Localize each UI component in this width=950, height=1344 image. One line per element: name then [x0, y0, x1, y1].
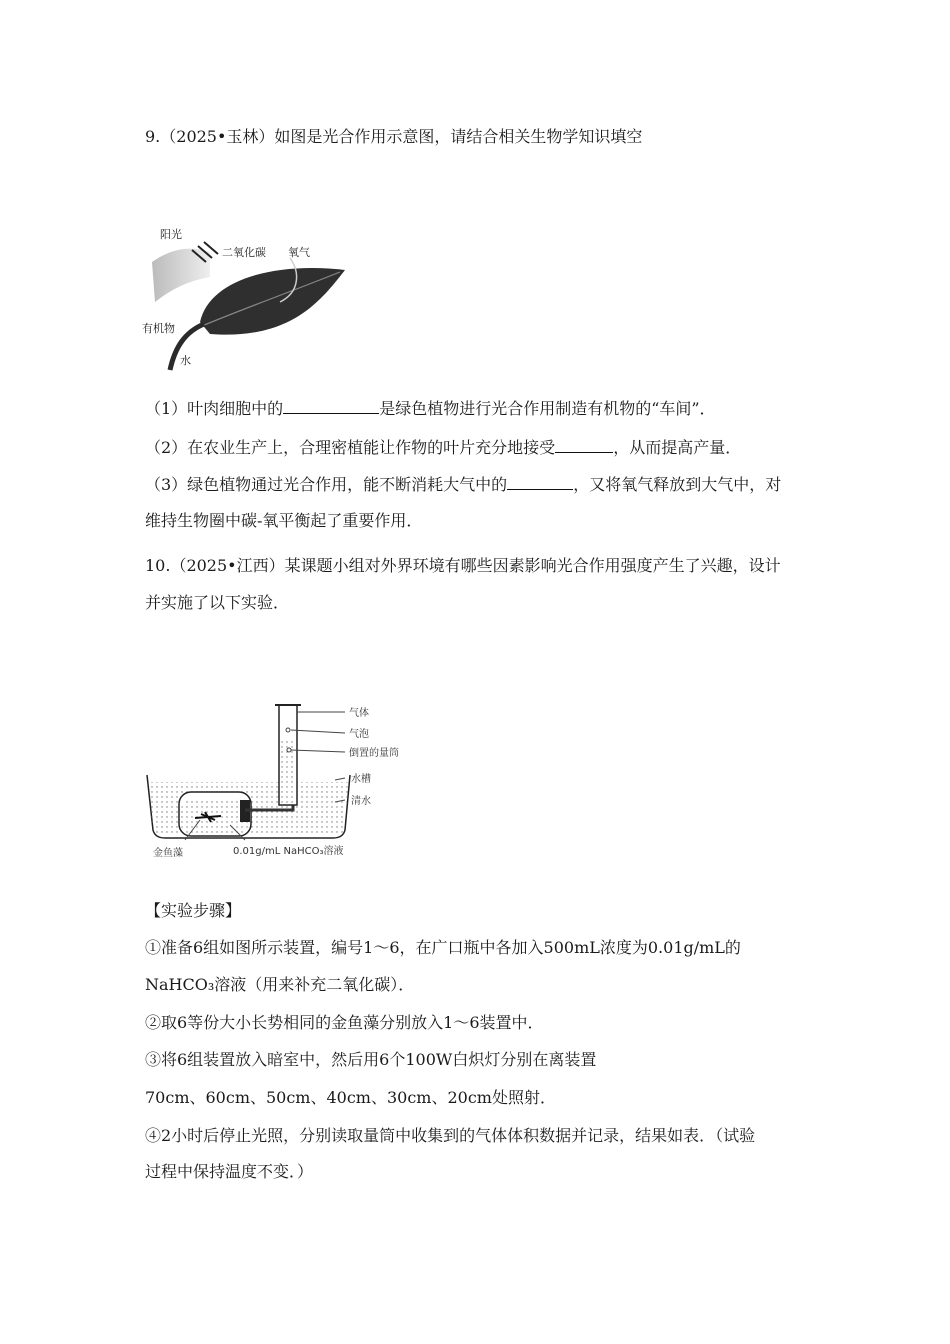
step2: ②取6等份大小长势相同的金鱼藻分别放入1～6装置中．: [145, 1013, 544, 1032]
label-tank: 水槽: [351, 774, 371, 785]
q9-title: 9.（2025•玉林）如图是光合作用示意图，请结合相关生物学知识填空: [145, 127, 643, 146]
experiment-apparatus-figure: [145, 700, 399, 860]
step4-line1: ④2小时后停止光照，分别读取量筒中收集到的气体体积数据并记录，结果如表．（试验: [145, 1126, 756, 1145]
answer-blank[interactable]: [555, 436, 613, 453]
label-oxygen: 氧气: [288, 246, 310, 259]
q9-part3-text-b: ，又将氧气释放到大气中，对: [573, 475, 782, 494]
step3-line1: ③将6组装置放入暗室中，然后用6个100W白炽灯分别在离装置: [145, 1050, 597, 1069]
step3-line2: 70cm、60cm、50cm、40cm、30cm、20cm处照射．: [145, 1088, 556, 1107]
q10-title-line1: 10.（2025•江西）某课题小组对外界环境有哪些因素影响光合作用强度产生了兴趣，设计: [145, 556, 781, 575]
q9-part2: [145, 436, 741, 458]
photosynthesis-figure: [140, 222, 355, 372]
q9-part1-text-a: （1）叶肉细胞中的: [145, 399, 284, 418]
q9-part2-text-a: （2）在农业生产上，合理密植能让作物的叶片充分地接受: [145, 438, 556, 457]
steps-header: 【实验步骤】: [145, 901, 242, 920]
answer-blank[interactable]: [283, 397, 379, 414]
q9-part1-text-b: 是绿色植物进行光合作用制造有机物的“车间”．: [379, 399, 716, 418]
label-plant: 金鱼藻: [153, 848, 183, 859]
step1-line1: ①准备6组如图所示装置，编号1～6，在广口瓶中各加入500mL浓度为0.01g/mL的: [145, 938, 741, 957]
q9-part3: [145, 473, 781, 495]
label-sunlight: 阳光: [160, 228, 182, 241]
q9-part1: [145, 397, 716, 419]
label-co2: 二氧化碳: [222, 246, 266, 259]
label-bubble: 气泡: [349, 729, 369, 740]
label-cylinder: 倒置的量筒: [349, 748, 399, 759]
answer-blank[interactable]: [507, 473, 573, 490]
step1-line2: NaHCO₃溶液（用来补充二氧化碳）．: [145, 975, 415, 994]
step4-line2: 过程中保持温度不变．）: [145, 1162, 314, 1181]
q9-part3-cont: 维持生物圈中碳-氧平衡起了重要作用．: [145, 511, 423, 530]
label-water: 水: [180, 354, 191, 367]
label-organic: 有机物: [142, 322, 175, 335]
label-gas: 气体: [349, 708, 369, 719]
label-solution: 0.01g/mL NaHCO₃溶液: [233, 846, 344, 857]
label-water: 清水: [351, 796, 371, 807]
leaf-blade: [200, 268, 345, 335]
q9-part2-text-b: ，从而提高产量．: [613, 438, 742, 457]
q9-part3-text-a: （3）绿色植物通过光合作用，能不断消耗大气中的: [145, 475, 508, 494]
q10-title-line2: 并实施了以下实验．: [145, 593, 290, 612]
